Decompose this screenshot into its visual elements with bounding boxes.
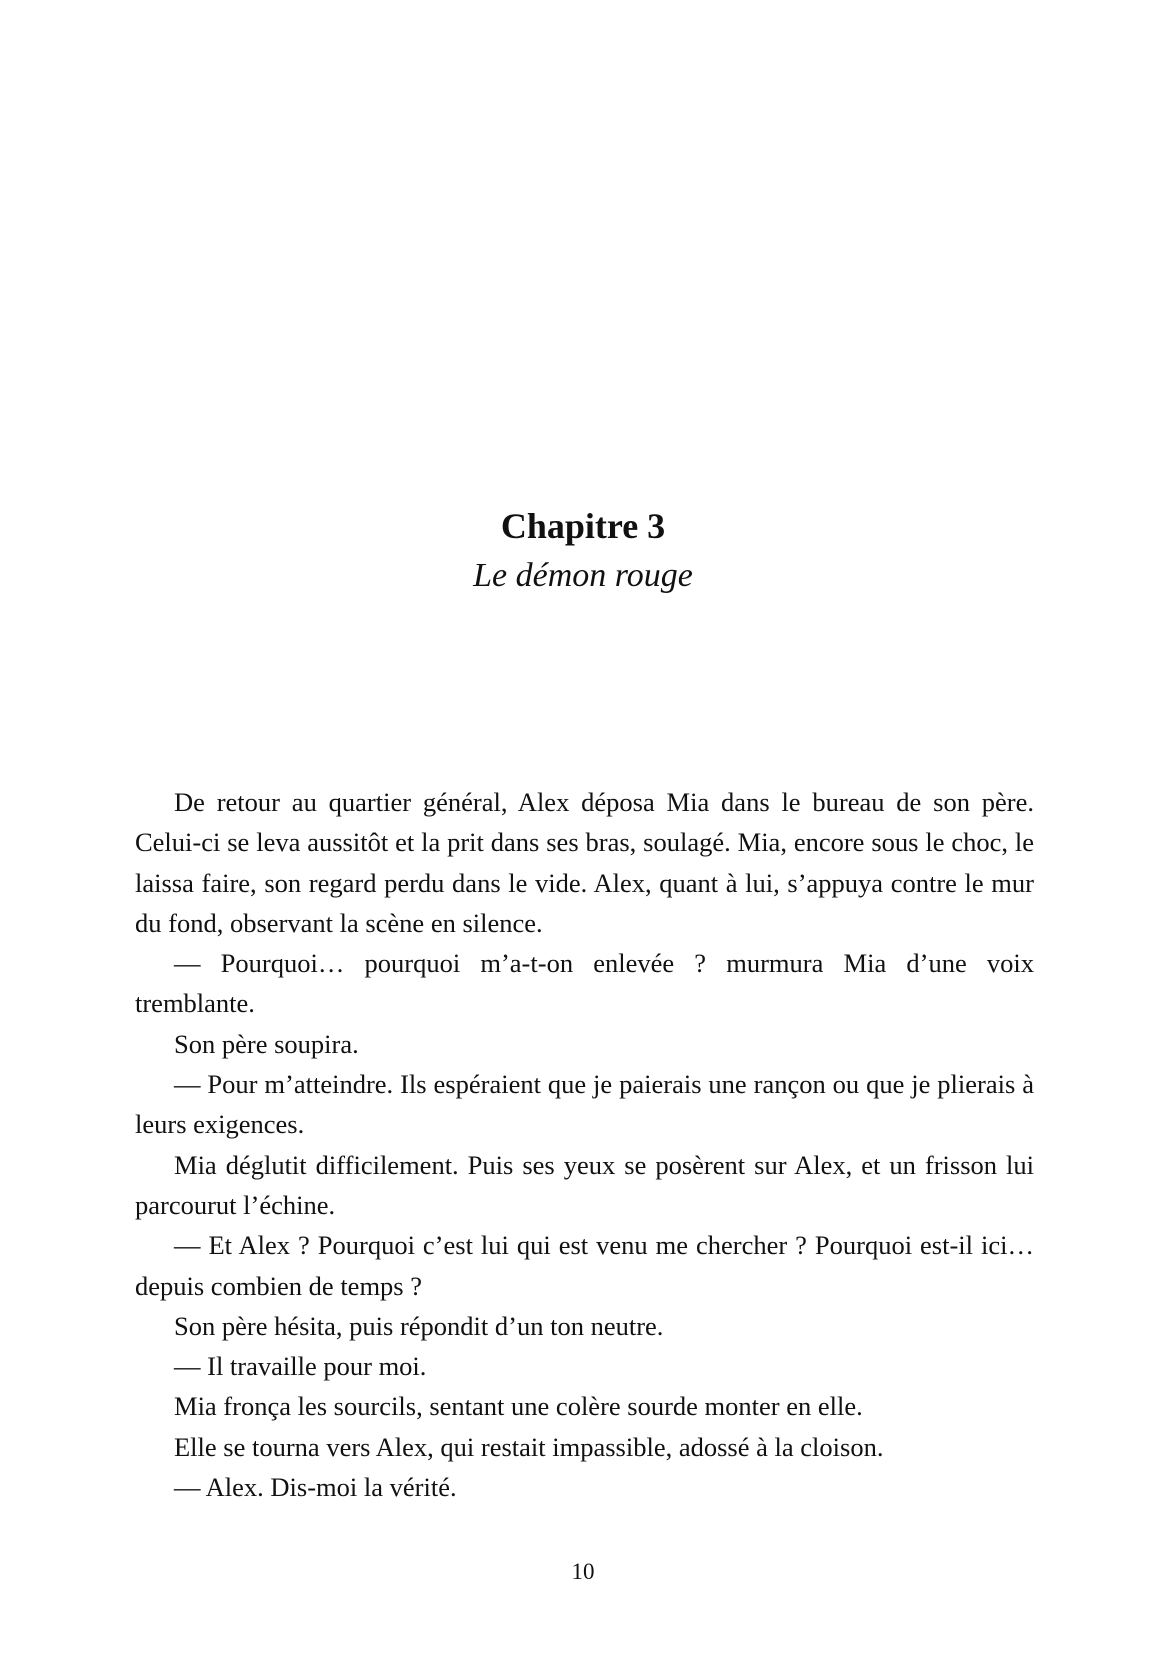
paragraph: — Pourquoi… pourquoi m’a-t-on enlevée ? murmura Mia d’une voix tremblante.: [135, 948, 1034, 1019]
paragraph: Elle se tourna vers Alex, qui restait impassible, adossé à la cloison.: [174, 1431, 884, 1462]
chapter-body: [135, 782, 1034, 1507]
chapter-number: Chapitre 3: [500, 506, 666, 546]
paragraph: — Et Alex ? Pourquoi c’est lui qui est venu me chercher ? Pourquoi est-il ici… depuis combien de temps ?: [135, 1230, 1034, 1301]
paragraph: — Il travaille pour moi.: [174, 1351, 427, 1382]
paragraph: Son père soupira.: [174, 1028, 359, 1059]
paragraph: Son père hésita, puis répondit d’un ton neutre.: [174, 1310, 664, 1341]
chapter-heading: [0, 504, 1166, 598]
paragraph: De retour au quartier général, Alex déposa Mia dans le bureau de son père. Celui-ci se leva aussitôt et la prit dans ses bras, soulagé. Mia, encore sous le choc, le laissa faire, son regard perdu dans le vide. Alex, quant à lui, s’appuya contre le mur du fond, observant la scène en silence.: [135, 787, 1034, 938]
page-number: 10: [571, 1559, 595, 1584]
paragraph: — Pour m’atteindre. Ils espéraient que je paierais une rançon ou que je plierais à leurs exigences.: [135, 1069, 1034, 1140]
paragraph: Mia fronça les sourcils, sentant une colère sourde monter en elle.: [174, 1391, 863, 1422]
paragraph: Mia déglutit difficilement. Puis ses yeux se posèrent sur Alex, et un frisson lui parcourut l’échine.: [135, 1149, 1034, 1220]
paragraph: — Alex. Dis-moi la vérité.: [174, 1472, 457, 1503]
chapter-title: Le démon rouge: [473, 557, 693, 594]
